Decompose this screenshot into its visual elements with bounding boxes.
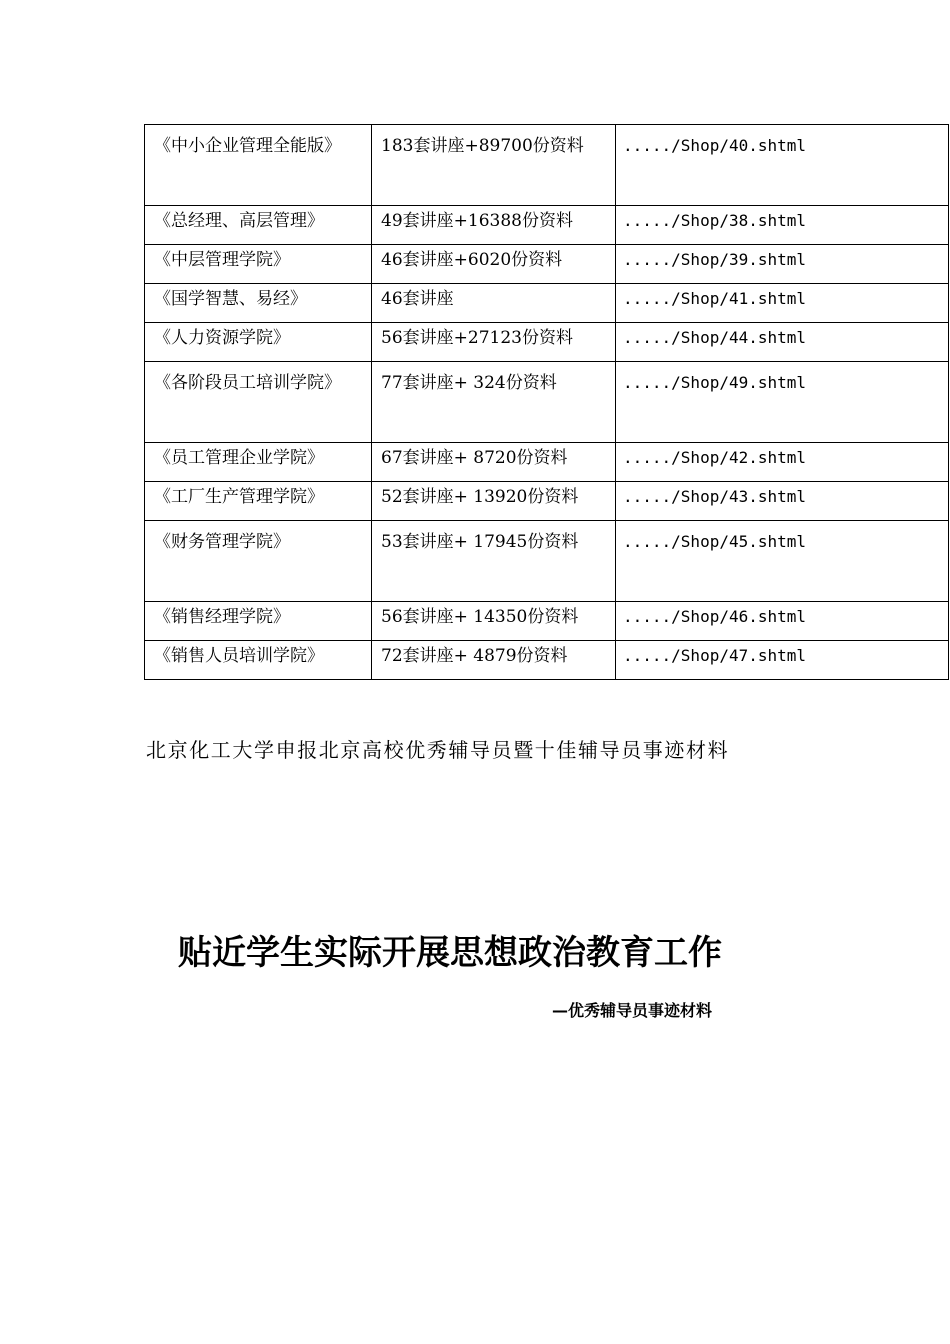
table-row xyxy=(145,482,949,521)
table-row xyxy=(145,521,949,602)
course-link-cell[interactable]: ...../Shop/45.shtml xyxy=(616,521,949,602)
course-content-cell: 49套讲座+16388份资料 xyxy=(372,206,616,245)
page-subtitle: —优秀辅导员事迹材料 xyxy=(552,1001,713,1020)
table-row xyxy=(145,206,949,245)
course-catalog-table xyxy=(144,124,949,680)
course-link-cell[interactable]: ...../Shop/44.shtml xyxy=(616,323,949,362)
course-link-cell[interactable]: ...../Shop/38.shtml xyxy=(616,206,949,245)
course-name-cell: 《中层管理学院》 xyxy=(145,245,372,284)
table-row xyxy=(145,125,949,206)
course-link-cell[interactable]: ...../Shop/40.shtml xyxy=(616,125,949,206)
course-link-cell[interactable]: ...../Shop/43.shtml xyxy=(616,482,949,521)
course-name-cell: 《财务管理学院》 xyxy=(145,521,372,602)
course-name-cell: 《工厂生产管理学院》 xyxy=(145,482,372,521)
table-row xyxy=(145,602,949,641)
table-row xyxy=(145,641,949,680)
course-content-cell: 53套讲座+ 17945份资料 xyxy=(372,521,616,602)
table-row xyxy=(145,245,949,284)
course-link-cell[interactable]: ...../Shop/39.shtml xyxy=(616,245,949,284)
table-row xyxy=(145,443,949,482)
table-row xyxy=(145,323,949,362)
table-row xyxy=(145,362,949,443)
page-title: 贴近学生实际开展思想政治教育工作 xyxy=(178,933,722,973)
course-content-cell: 56套讲座+ 14350份资料 xyxy=(372,602,616,641)
course-name-cell: 《国学智慧、易经》 xyxy=(145,284,372,323)
course-content-cell: 52套讲座+ 13920份资料 xyxy=(372,482,616,521)
course-content-cell: 72套讲座+ 4879份资料 xyxy=(372,641,616,680)
document-heading: 北京化工大学申报北京高校优秀辅导员暨十佳辅导员事迹材料 xyxy=(146,738,730,762)
course-link-cell[interactable]: ...../Shop/47.shtml xyxy=(616,641,949,680)
course-content-cell: 183套讲座+89700份资料 xyxy=(372,125,616,206)
course-name-cell: 《人力资源学院》 xyxy=(145,323,372,362)
course-content-cell: 77套讲座+ 324份资料 xyxy=(372,362,616,443)
table-row xyxy=(145,284,949,323)
course-link-cell[interactable]: ...../Shop/42.shtml xyxy=(616,443,949,482)
course-name-cell: 《中小企业管理全能版》 xyxy=(145,125,372,206)
course-link-cell[interactable]: ...../Shop/46.shtml xyxy=(616,602,949,641)
course-content-cell: 46套讲座+6020份资料 xyxy=(372,245,616,284)
course-name-cell: 《销售经理学院》 xyxy=(145,602,372,641)
course-link-cell[interactable]: ...../Shop/41.shtml xyxy=(616,284,949,323)
course-content-cell: 56套讲座+27123份资料 xyxy=(372,323,616,362)
course-name-cell: 《员工管理企业学院》 xyxy=(145,443,372,482)
course-name-cell: 《各阶段员工培训学院》 xyxy=(145,362,372,443)
course-content-cell: 46套讲座 xyxy=(372,284,616,323)
course-name-cell: 《总经理、高层管理》 xyxy=(145,206,372,245)
course-name-cell: 《销售人员培训学院》 xyxy=(145,641,372,680)
course-link-cell[interactable]: ...../Shop/49.shtml xyxy=(616,362,949,443)
course-content-cell: 67套讲座+ 8720份资料 xyxy=(372,443,616,482)
